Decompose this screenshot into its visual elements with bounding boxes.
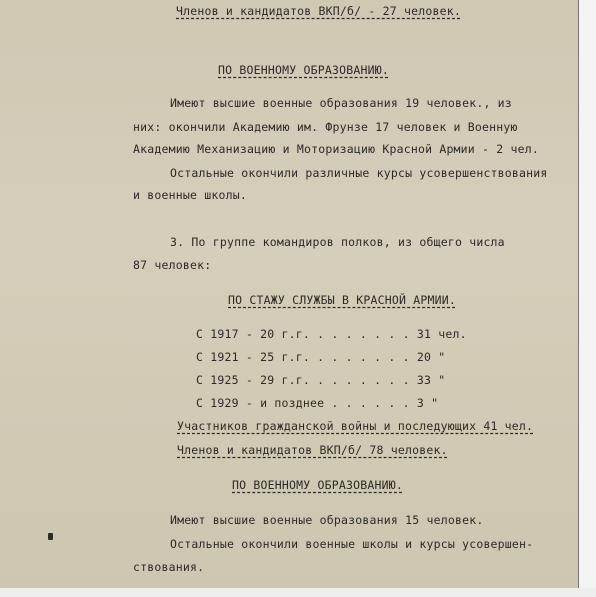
service-row: С 1925 - 29 г.г. . . . . . . . 33 ": [196, 373, 446, 387]
section-heading-military-education: ПО ВОЕННОМУ ОБРАЗОВАНИЮ.: [232, 478, 403, 492]
page-bottom-edge: [0, 588, 596, 597]
paragraph-line: Остальные окончили различные курсы усовершенствования: [170, 166, 548, 180]
paragraph-line: 87 человек:: [133, 258, 212, 272]
paragraph-line: ствования.: [133, 560, 205, 574]
paragraph-line: Имеют высшие военные образования 15 человек.: [170, 513, 484, 527]
civil-war-participants-line: Участников гражданской войны и последующих 41 чел.: [177, 419, 534, 433]
paragraph-line: 3. По группе командиров полков, из общего числа: [170, 235, 505, 249]
page-edge: [578, 0, 596, 597]
service-row: С 1921 - 25 г.г. . . . . . . . 20 ": [196, 350, 446, 364]
party-members-line: Членов и кандидатов ВКП/б/ 78 человек.: [177, 443, 448, 457]
section-heading-service-length: ПО СТАЖУ СЛУЖБЫ В КРАСНОЙ АРМИИ.: [228, 293, 456, 307]
service-row: С 1917 - 20 г.г. . . . . . . . 31 чел.: [196, 327, 467, 341]
paragraph-line: Академию Механизацию и Моторизацию Красной Армии - 2 чел.: [133, 142, 540, 156]
service-row: С 1929 - и позднее . . . . . . 3 ": [196, 396, 439, 410]
margin-ink-mark: [48, 533, 53, 540]
paragraph-line: них: окончили Академию им. Фрунзе 17 человек и Военную: [133, 120, 518, 134]
paragraph-line: Имеют высшие военные образования 19 человек., из: [170, 96, 512, 110]
section-heading-military-education: ПО ВОЕННОМУ ОБРАЗОВАНИЮ.: [218, 63, 389, 77]
party-members-line: Членов и кандидатов ВКП/б/ - 27 человек.: [176, 4, 461, 18]
paragraph-line: Остальные окончили военные школы и курсы усовершен-: [170, 537, 534, 551]
paragraph-line: и военные школы.: [133, 188, 247, 202]
